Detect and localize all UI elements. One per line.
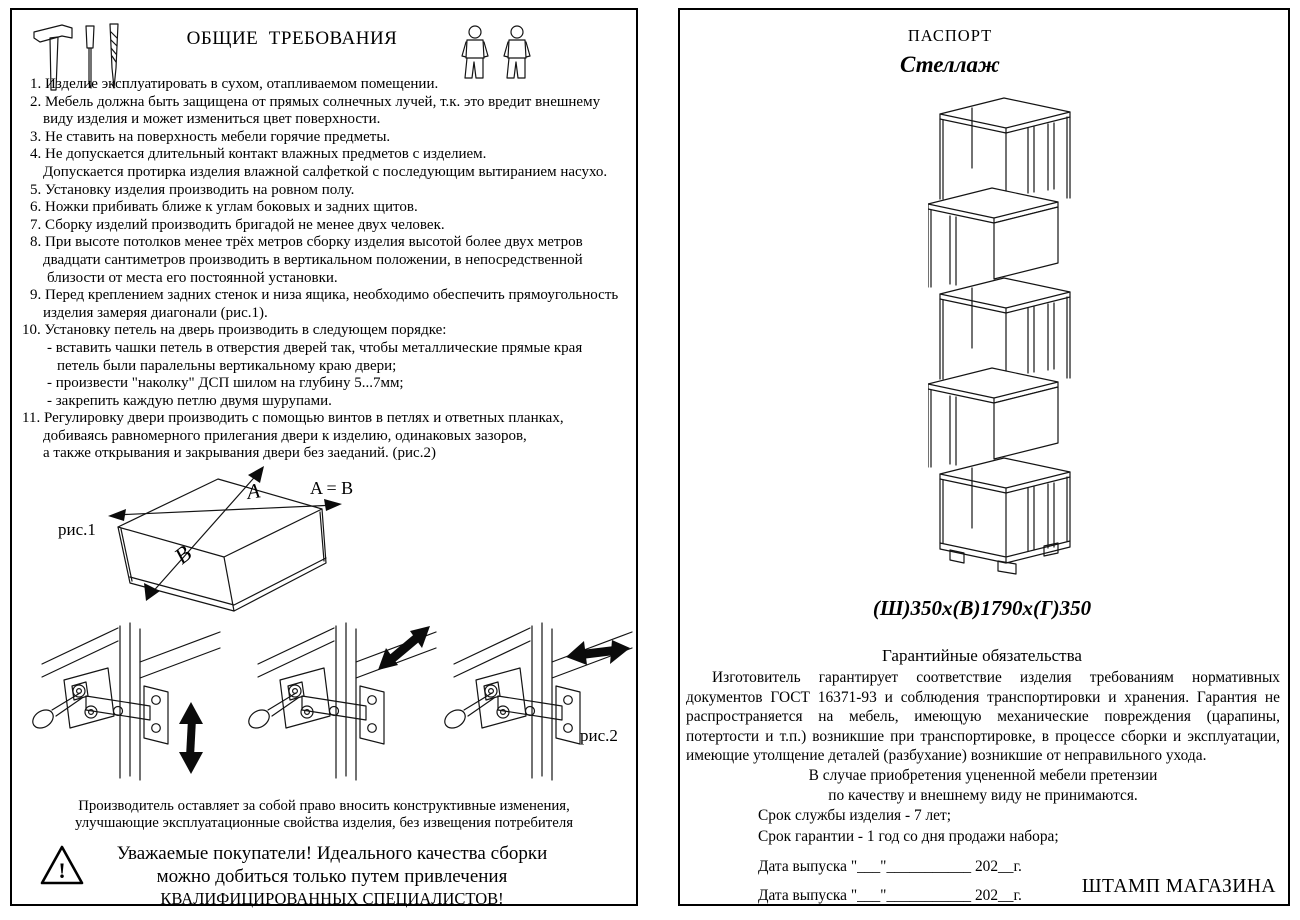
product-name: Стеллаж <box>900 52 1000 77</box>
store-stamp-label: ШТАМП МАГАЗИНА <box>1081 876 1276 897</box>
service-life: Срок службы изделия - 7 лет; <box>758 807 952 825</box>
requirements-list <box>12 76 634 463</box>
fig1-caption: рис.1 <box>58 520 96 539</box>
issue-date-line: Дата выпуска "___"___________ 202__г. <box>758 858 1022 876</box>
list-line: 3. Не ставить на поверхность мебели горячие предметы. <box>30 128 391 145</box>
warning-line: можно добиться только путем привлечения <box>156 866 508 887</box>
list-line: - закрепить каждую петлю двумя шурупами. <box>47 392 332 409</box>
list-line: 4. Не допускается длительный контакт влажных предметов с изделием. <box>30 146 487 163</box>
shelf-tower-drawing <box>928 94 1083 576</box>
diagonal-double-arrow-icon <box>378 626 430 670</box>
fig2-caption: рис.2 <box>580 726 618 745</box>
list-line: - произвести "наколку" ДСП шилом на глубину 5...7мм; <box>47 375 404 392</box>
list-line: 6. Ножки прибивать ближе к углам боковых и задних щитов. <box>30 199 418 216</box>
page-general-requirements <box>10 8 638 906</box>
list-line: виду изделия и может измениться цвет поверхности. <box>43 111 381 128</box>
list-line: петель были паралельны вертикальному краю двери; <box>57 357 397 374</box>
warranty-period: Срок гарантии - 1 год со дня продажи набора; <box>758 828 1059 846</box>
list-line: 5. Установку изделия производить на ровном полу. <box>30 181 355 198</box>
hinge-vertical-adjust-drawing <box>28 616 228 788</box>
warranty-block <box>686 668 1280 905</box>
fig1-equation: A = B <box>310 478 354 498</box>
list-line: 9. Перед креплением задних стенок и низа ящика, необходимо обеспечить прямоугольность <box>30 287 619 304</box>
manufacturer-footnote <box>12 798 636 831</box>
list-line: добиваясь равномерного прилегания двери к изделию, одинаковых зазоров, <box>43 427 527 444</box>
claims-line: В случае приобретения уцененной мебели претензии <box>808 766 1158 784</box>
list-line: - вставить чашки петель в отверстия дверей так, чтобы металлические прямые края <box>47 339 583 356</box>
footnote-line: улучшающие эксплуатационные свойства изделия, без извещения потребителя <box>74 814 574 831</box>
page-passport <box>678 8 1290 906</box>
warning-mark: ! <box>58 858 66 883</box>
list-line: а также открывания и закрывания двери без заеданий. (рис.2) <box>43 445 436 462</box>
list-line: 1. Изделие эксплуатировать в сухом, отапливаемом помещении. <box>30 76 439 92</box>
two-persons-icon <box>455 24 547 80</box>
diagonal-b-label: B <box>169 540 197 569</box>
product-dimensions: (Ш)350х(В)1790х(Г)350 <box>872 596 1092 620</box>
vertical-double-arrow-icon <box>179 702 203 774</box>
warning-line: Уважаемые покупатели! Идеального качества сборки <box>116 843 548 864</box>
hinge-horizontal-adjust-drawing <box>440 616 640 788</box>
list-line: 8. При высоте потолков менее трёх метров сборку изделия высотой более двух метров <box>30 234 583 251</box>
list-line: Допускается протирка изделия влажной салфеткой с последующим вытиранием насухо. <box>43 163 608 180</box>
warranty-title: Гарантийные обязательства <box>882 646 1082 665</box>
list-line: близости от места его постоянной установки. <box>47 269 338 286</box>
footnote-line: Производитель оставляет за собой право вносить конструктивные изменения, <box>78 798 570 814</box>
list-line: 11. Регулировку двери производить с помощью винтов в петлях и ответных планках, <box>22 410 564 427</box>
issue-date-line: Дата выпуска "___"___________ 202__г. <box>758 887 1022 905</box>
list-line: двадцати сантиметров производить в вертикальном положении, в непосредственной <box>43 251 583 268</box>
hinge-diagonal-adjust-drawing <box>244 616 444 788</box>
claims-line: по качеству и внешнему виду не принимаются. <box>828 786 1138 804</box>
page-title: ОБЩИЕ ТРЕБОВАНИЯ <box>186 28 398 49</box>
list-line: 10. Установку петель на дверь производить в следующем порядке: <box>22 322 447 339</box>
passport-heading: ПАСПОРТ <box>907 26 993 45</box>
list-line: 2. Мебель должна быть защищена от прямых солнечных лучей, т.к. это вредит внешнему <box>30 93 601 110</box>
diagonal-a-label: A <box>245 478 262 504</box>
list-line: 7. Сборку изделий производить бригадой не менее двух человек. <box>30 216 445 233</box>
list-line: изделия замеряя диагонали (рис.1). <box>43 304 268 321</box>
warranty-paragraph: Изготовитель гарантирует соответствие изделия требованиям нормативных документов ГОСТ 16371-93 и соблюдения транспортировки и хранения. Гарантия не распространяется на мебель, имеющую механические повреждения (царапины, потертости и т.п.) возникшие при транспортировке, в процессе сборки и эксплуатации, имеющие утолщение деталей (разбухание) возникшие от неправильного ухода. <box>686 669 1280 765</box>
warning-message <box>62 842 602 909</box>
warning-line: КВАЛИФИЦИРОВАННЫХ СПЕЦИАЛИСТОВ! <box>160 889 504 908</box>
